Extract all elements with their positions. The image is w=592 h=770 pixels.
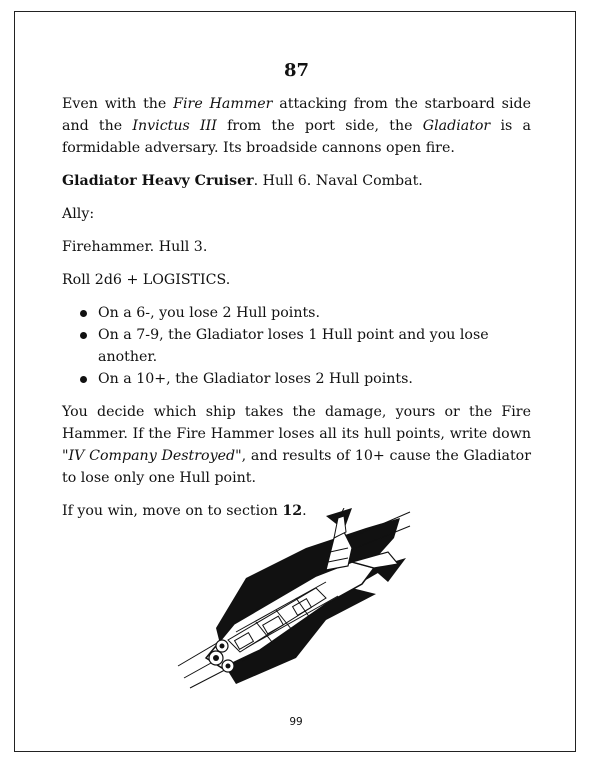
list-item (98, 302, 531, 324)
roll-instruction: Roll 2d6 + LOGISTICS. (62, 272, 231, 288)
intro-text-3: from the port side, the (216, 118, 423, 134)
win-text: If you win, move on to section (62, 503, 283, 519)
page-content (62, 58, 531, 533)
ship-name-fire-hammer: Fire Hammer (173, 96, 273, 112)
destroyed-note: IV Company Destroyed (68, 448, 236, 464)
starship-icon (176, 508, 412, 692)
win-text-end: . (302, 503, 307, 519)
intro-text-4: is a formidable adversary. Its broadside cannons open fire. (62, 118, 531, 156)
bullet-icon (80, 332, 87, 339)
list-item (98, 368, 531, 390)
outcome-text: On a 10+, the Gladiator loses 2 Hull points. (98, 371, 413, 387)
outcome-text: On a 7-9, the Gladiator loses 1 Hull point and you lose another. (98, 327, 489, 365)
enemy-line (62, 170, 531, 192)
section-number: 87 (283, 60, 310, 81)
intro-paragraph (62, 93, 531, 159)
outcome-list (62, 302, 531, 390)
damage-rule-text-2: ", and results of 10+ cause the Gladiator to lose only one Hull point. (62, 448, 531, 486)
enemy-stats: . Hull 6. Naval Combat. (253, 173, 423, 189)
outcome-text: On a 6-, you lose 2 Hull points. (98, 305, 320, 321)
damage-rule-text-1: You decide which ship takes the damage, yours or the Fire Hammer. If the Fire Hammer loses all its hull points, write down " (62, 404, 531, 464)
intro-text-1: Even with the (62, 96, 174, 112)
starship-illustration (176, 508, 412, 692)
ally-line: Firehammer. Hull 3. (62, 239, 208, 255)
ally-label: Ally: (62, 206, 95, 222)
intro-text-2: attacking from the starboard side and the (62, 96, 531, 134)
section-link-12: 12 (282, 503, 303, 519)
bullet-icon (80, 310, 87, 317)
ship-name-gladiator: Gladiator (422, 118, 491, 134)
page-number: 99 (289, 716, 303, 728)
damage-rule-paragraph (62, 401, 531, 489)
enemy-name: Gladiator Heavy Cruiser (62, 173, 254, 189)
ship-name-invictus: Invictus III (132, 118, 217, 134)
bullet-icon (80, 376, 87, 383)
list-item (98, 324, 531, 368)
